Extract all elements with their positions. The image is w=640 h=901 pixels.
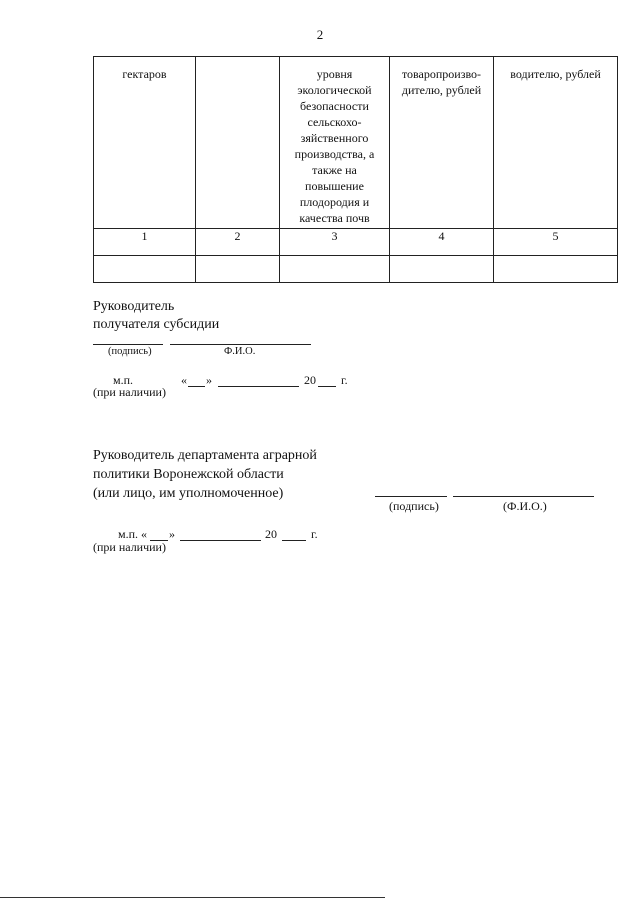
- header-cell-5: водителю, рублей: [494, 57, 618, 229]
- department-month-line: [180, 540, 261, 541]
- department-signature-line: [375, 496, 447, 497]
- header-cell-2: [196, 57, 280, 229]
- department-stamp-note: (при наличии): [93, 540, 166, 554]
- recipient-month-line: [218, 386, 299, 387]
- department-year-prefix: 20: [265, 527, 277, 541]
- recipient-year-line: [318, 386, 336, 387]
- recipient-year-prefix: 20: [304, 373, 316, 387]
- department-name-line: [453, 496, 594, 497]
- recipient-signature-line: [93, 344, 163, 345]
- empty-cell: [390, 256, 494, 283]
- recipient-day-line: [188, 386, 205, 387]
- recipient-title: Руководитель получателя субсидии: [93, 299, 220, 332]
- department-signature-caption: (подпись): [389, 499, 439, 513]
- department-date-close-quote: »: [169, 527, 175, 541]
- page-bottom-rule: [0, 897, 385, 898]
- department-year-suffix: г.: [311, 527, 318, 541]
- header-cell-4: товаропроизво- дителю, рублей: [390, 57, 494, 229]
- recipient-year-suffix: г.: [341, 373, 348, 387]
- department-year-line: [282, 540, 306, 541]
- empty-cell: [494, 256, 618, 283]
- recipient-signature-caption: (подпись): [108, 346, 152, 357]
- empty-cell: [196, 256, 280, 283]
- department-stamp-label: м.п. «: [118, 527, 148, 541]
- recipient-date-close-quote: »: [206, 373, 212, 387]
- empty-cell: [94, 256, 196, 283]
- recipient-stamp-note: (при наличии): [93, 385, 166, 399]
- empty-data-row: [94, 256, 618, 283]
- column-number: 2: [196, 229, 280, 256]
- header-cell-1: гектаров: [94, 57, 196, 229]
- department-name-caption: (Ф.И.О.): [503, 499, 547, 513]
- table-header-row: [94, 57, 618, 229]
- page-number: 2: [316, 27, 324, 42]
- department-title: Руководитель департамента аграрной политики Воронежской области (или лицо, им уполномоченное): [93, 448, 317, 501]
- recipient-date-open-quote: «: [181, 373, 187, 387]
- header-cell-3: уровня экологической безопасности сельскохо- зяйственного производства, а также на повышение плодородия и качества почв: [280, 57, 390, 229]
- column-number: 3: [280, 229, 390, 256]
- column-number: 5: [494, 229, 618, 256]
- recipient-stamp-label: м.п.: [113, 373, 134, 387]
- recipient-name-caption: Ф.И.О.: [224, 346, 256, 357]
- column-number: 4: [390, 229, 494, 256]
- column-number: 1: [94, 229, 196, 256]
- subsidy-table: [93, 56, 618, 283]
- recipient-name-line: [170, 344, 311, 345]
- column-number-row: [94, 229, 618, 256]
- empty-cell: [280, 256, 390, 283]
